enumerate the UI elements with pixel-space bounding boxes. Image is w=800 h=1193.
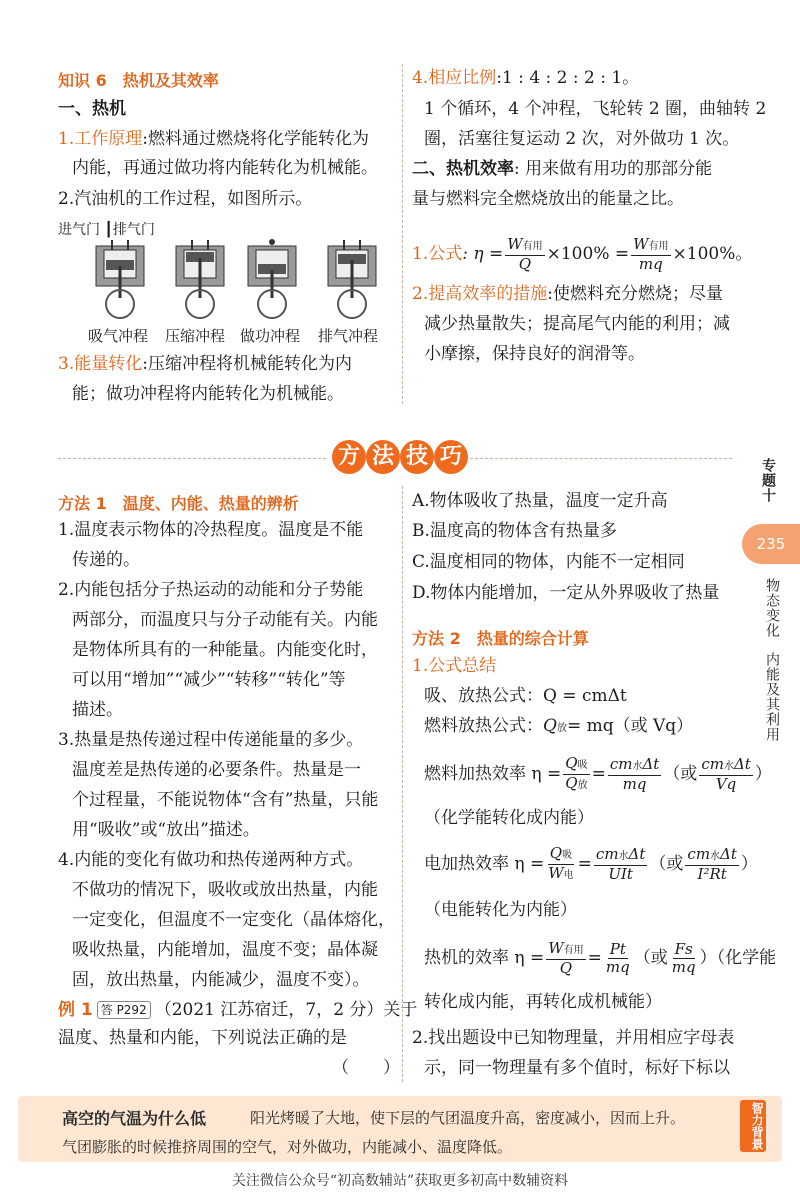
method1-line: 3.热量是热传递过程中传递能量的多少。 <box>58 730 364 750</box>
frac-den-sub: 放 <box>577 779 588 791</box>
compression-stroke-diagram <box>166 236 234 322</box>
answer-blank: （ ） <box>332 1058 400 1078</box>
frac-num-sub: 水 <box>723 760 734 772</box>
method1-line: 温度差是热传递的必要条件。热量是一 <box>72 760 361 780</box>
method1-line: 可以用“增加”“减少”“转移”“转化”等 <box>72 670 346 690</box>
power-stroke-diagram <box>238 236 306 322</box>
formula-mid: ×100% = <box>546 244 630 264</box>
frac-num-end: Δt <box>642 754 660 773</box>
ratio-paragraph <box>412 68 639 88</box>
valve-labels: 进气门 ┃排气门 <box>58 222 155 238</box>
engine-label: 热机的效率 η = <box>424 948 545 968</box>
heading-heat-engine: 一、热机 <box>58 99 126 119</box>
ratio-text: :1 : 4 : 2 : 2 : 1。 <box>496 68 640 88</box>
efficiency-definition-2: 量与燃料完全燃烧放出的能量之比。 <box>412 189 684 209</box>
frac-den: Vq <box>715 774 737 793</box>
method1-line: 用“吸收”或“放出”描述。 <box>72 820 260 840</box>
fuel-eff-label: 燃料加热效率 η = <box>424 764 562 784</box>
process-paragraph: 2.汽油机的工作过程，如图所示。 <box>58 189 313 209</box>
column-divider <box>402 486 403 1082</box>
electric-efficiency-note: （电能转化为内能） <box>424 900 577 920</box>
close-paren: ） <box>740 854 758 874</box>
improve-line-3: 小摩擦，保持良好的润滑等。 <box>424 344 645 364</box>
example-label: 例 1 <box>58 1000 93 1020</box>
method1-line: 固，放出热量，内能减少，温度不变）。 <box>72 970 370 990</box>
frac-den-sub: 电 <box>563 869 574 881</box>
method1-line: 传递的。 <box>72 550 140 570</box>
method1-line: 不做功的情况下，吸收或放出热量，内能 <box>72 880 378 900</box>
principle-label: 1.工作原理 <box>58 129 143 149</box>
frac-num-end: Δt <box>733 754 751 773</box>
method1-line: 2.内能包括分子热运动的动能和分子势能 <box>58 580 364 600</box>
or-text: （或 <box>663 764 698 784</box>
frac-num-sub: 吸 <box>577 759 588 771</box>
method1-line: 描述。 <box>72 700 123 720</box>
fraction <box>685 846 739 883</box>
efficiency-definition: : 用来做有用功的那部分能 <box>514 159 713 179</box>
frac-num: Q <box>549 843 563 862</box>
exhaust-stroke-diagram <box>318 236 386 322</box>
energy-conversion-text-2: 能；做功冲程将内能转化为机械能。 <box>72 384 344 404</box>
footer-text: 关注微信公众号“初高数辅站”获取更多初高中数辅资料 <box>231 1173 569 1189</box>
energy-conversion-label: 3.能量转化 <box>58 354 143 374</box>
ratio-line-3: 圈，活塞往复运动 2 次，对外做功 1 次。 <box>424 129 740 149</box>
fraction <box>608 756 662 793</box>
tip-badge: 智力背景 <box>740 1100 766 1152</box>
method2-step2-line1: 2.找出题设中已知物理量，并用相应字母表 <box>412 1028 735 1048</box>
frac-num: W <box>507 234 523 253</box>
stroke-label: 吸气冲程 <box>88 327 149 345</box>
method2-title: 方法 2 热量的综合计算 <box>412 629 589 648</box>
fraction <box>546 845 575 884</box>
stroke-label: 压缩冲程 <box>165 327 226 345</box>
frac-num-sub: 水 <box>632 760 643 772</box>
method1-line: 是物体所具有的一种能量。内能变化时， <box>72 640 378 660</box>
frac-num: W <box>548 938 564 957</box>
fraction <box>670 941 698 976</box>
frac-den: mq <box>622 774 647 793</box>
energy-conversion-text: :压缩冲程将机械能转化为内 <box>142 354 352 374</box>
method1-line: 吸收热量，内能增加，温度不变；晶体凝 <box>72 940 378 960</box>
fraction <box>546 940 585 977</box>
fuel-q-sub: 放 <box>556 723 567 734</box>
method1-line: 一定变化，但温度不一定变化（晶体熔化， <box>72 910 395 930</box>
banner-char: 巧 <box>434 440 468 474</box>
frac-num: W <box>633 234 649 253</box>
frac-num: cm <box>595 844 619 863</box>
method1-line: 个过程量，不能说物体“含有”热量，只能 <box>72 790 379 810</box>
fraction-w-q <box>505 236 544 273</box>
tip-title: 高空的气温为什么低 <box>62 1109 207 1128</box>
intake-stroke-diagram <box>86 236 154 322</box>
frac-num: Fs <box>674 939 693 958</box>
method1-line: 1.温度表示物体的冷热程度。温度是不能 <box>58 520 364 540</box>
electric-efficiency-formula: 电加热效率 η = $\frac{\text{Q吸}}{\text{W电}}$ = $\frac{\text{cm水Δt}}{\text{UIt}}$ （或 $\frac{\text{cm水Δt}}{\text{I²Rt}}$ ） <box>424 842 758 886</box>
method2-step2-line2: 示，同一物理量有多个值时，标好下标以 <box>424 1058 730 1078</box>
frac-den: mq <box>605 957 630 976</box>
frac-den: W <box>548 863 564 882</box>
fuel-q: Q <box>543 716 557 736</box>
banner-char: 方 <box>332 440 366 474</box>
sidebar-topic: 专题十 <box>760 458 776 503</box>
method1-title: 方法 1 温度、内能、热量的辨析 <box>58 494 299 513</box>
section-title: 知识 6 热机及其效率 <box>58 71 219 90</box>
fraction <box>699 756 753 793</box>
tip-line-1: 阳光烤暖了大地，使下层的气团温度升高，密度减小，因而上升。 <box>250 1109 686 1127</box>
engine-efficiency-formula: 热机的效率 η = $\frac{\text{W有用}}{Q}$ = $\frac{Pt}{mq}$ （或 $\frac{Fs}{mq}$ ）（化学能 <box>424 936 776 980</box>
efficiency-heading-paragraph <box>412 159 712 179</box>
frac-num: cm <box>701 754 724 773</box>
fuel-efficiency-formula: 燃料加热效率 η = $\frac{\text{Q吸}}{\text{Q放}}$ = $\frac{\text{cm水Δt}}{mq}$ （或 $\frac{\text{cm水Δt}}{Vq}$ ） <box>424 752 772 796</box>
frac-den: Q <box>565 773 578 792</box>
formula-label: 1.公式 <box>412 244 463 264</box>
frac-num: cm <box>609 754 633 773</box>
frac-num: Pt <box>609 939 626 958</box>
option-a: A.物体吸收了热量，温度一定升高 <box>412 491 668 511</box>
formula-summary-label: 1.公式总结 <box>412 656 497 676</box>
sidebar-subtitle-1: 物态变化 <box>764 578 780 638</box>
improve-label: 2.提高效率的措施 <box>412 284 548 304</box>
energy-conversion-paragraph <box>58 354 352 374</box>
banner-rule-right <box>470 458 732 459</box>
fraction-w-mq <box>631 236 670 273</box>
sidebar-subtitle-2: 内能及其利用 <box>764 652 780 742</box>
frac-num-end: Δt <box>720 844 737 863</box>
efficiency-formula <box>412 234 752 274</box>
banner-char: 法 <box>366 440 400 474</box>
option-d: D.物体内能增加，一定从外界吸收了热量 <box>412 583 720 603</box>
example-source: （2021 江苏宿迁，7，2 分）关于 <box>154 1000 418 1020</box>
example-question: 温度、热量和内能，下列说法正确的是 <box>58 1028 347 1048</box>
frac-num-sub: 有用 <box>563 944 584 956</box>
frac-num-sub: 吸 <box>562 849 573 861</box>
frac-den: UIt <box>608 864 633 883</box>
column-divider <box>402 64 403 404</box>
method1-line: 两部分，而温度只与分子动能有关。内能 <box>72 610 378 630</box>
improve-line-2: 减少热量散失；提高尾气内能的利用；减 <box>424 314 730 334</box>
formula-end: ×100%。 <box>672 244 753 264</box>
frac-den: I²Rt <box>697 864 727 883</box>
heat-formula: 吸、放热公式：Q = cmΔt <box>424 686 627 706</box>
fuel-efficiency-note: （化学能转化成内能） <box>424 808 594 828</box>
frac-num-sub: 有用 <box>522 240 543 252</box>
close-paren: ）（化学能 <box>699 948 777 968</box>
frac-den: Q <box>559 958 573 977</box>
method1-line: 4.内能的变化有做功和热传递两种方式。 <box>58 850 364 870</box>
frac-num-sub: 有用 <box>648 240 669 252</box>
tip-line-2: 气团膨胀的时候推挤周围的空气，对外做功，内能减小、温度降低。 <box>62 1138 513 1156</box>
ratio-line-2: 1 个循环，4 个冲程，飞轮转 2 圈，曲轴转 2 <box>424 99 767 119</box>
frac-num: Q <box>565 753 578 772</box>
stroke-label: 做功冲程 <box>240 327 301 345</box>
fraction <box>594 846 648 883</box>
banner-char: 技 <box>400 440 434 474</box>
stroke-label: 排气冲程 <box>318 327 379 345</box>
improve-text: :使燃料充分燃烧；尽量 <box>547 284 723 304</box>
frac-den: Q <box>518 254 532 273</box>
elec-label: 电加热效率 η = <box>424 854 545 874</box>
option-c: C.温度相同的物体，内能不一定相同 <box>412 552 685 572</box>
option-b: B.温度高的物体含有热量多 <box>412 521 617 541</box>
improve-paragraph <box>412 284 723 304</box>
frac-den: mq <box>671 957 696 976</box>
frac-den: mq <box>638 254 663 273</box>
frac-num-end: Δt <box>628 844 646 863</box>
fraction <box>563 755 589 794</box>
close-paren: ） <box>754 764 772 784</box>
example-line <box>58 1000 417 1020</box>
principle-text-2: 内能，再通过做功将内能转化为机械能。 <box>72 158 378 178</box>
banner-rule-left <box>58 458 326 459</box>
fuel-eq: = mq（或 Vq） <box>566 716 694 736</box>
fraction <box>604 941 632 976</box>
fuel-label: 燃料放热公式： <box>424 716 543 736</box>
principle-paragraph <box>58 129 369 149</box>
principle-text: :燃料通过燃烧将化学能转化为 <box>142 129 369 149</box>
ratio-label: 4.相应比例 <box>412 68 497 88</box>
frac-num-sub: 水 <box>710 850 721 862</box>
fuel-heat-formula <box>424 716 693 739</box>
frac-num-sub: 水 <box>618 850 629 862</box>
page-number: 235 <box>742 524 800 564</box>
efficiency-heading: 二、热机效率 <box>412 159 514 179</box>
engine-efficiency-note: 转化成内能，再转化成机械能） <box>424 992 662 1012</box>
or-text: （或 <box>649 854 684 874</box>
answer-reference-badge[interactable]: 答 P292 <box>97 1001 151 1019</box>
or-text: （或 <box>633 948 668 968</box>
formula-eta: : η = <box>462 244 504 264</box>
frac-num: cm <box>687 844 711 863</box>
